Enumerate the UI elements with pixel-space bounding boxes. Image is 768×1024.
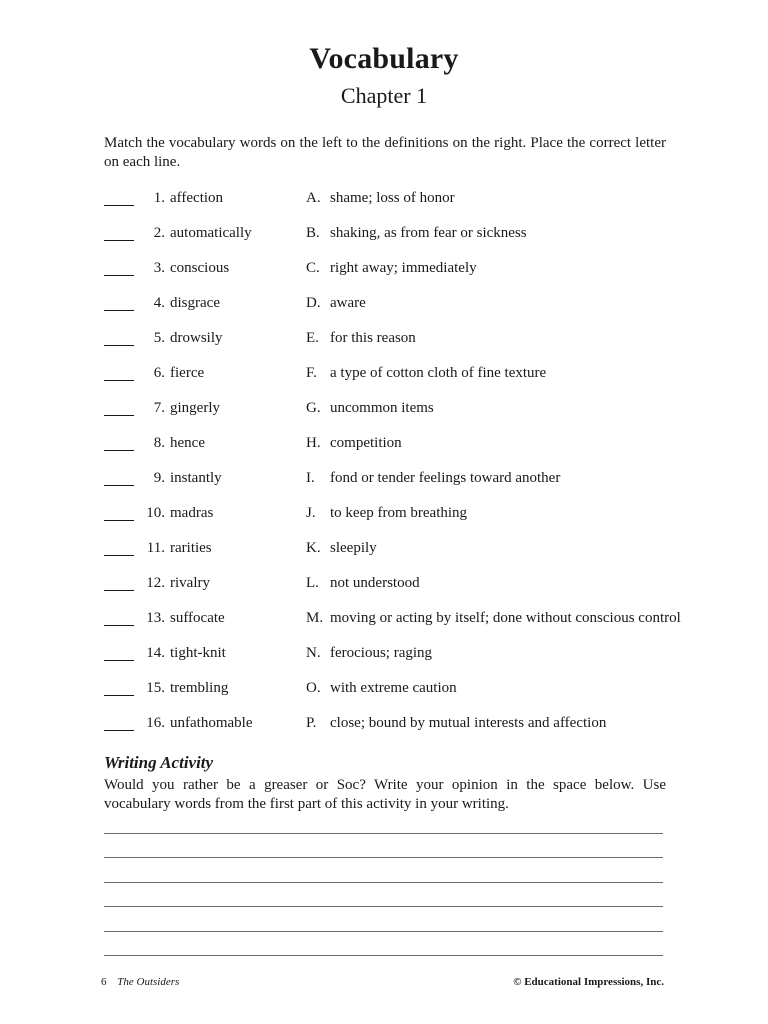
vocabulary-word: conscious <box>170 260 230 276</box>
item-number: 9. <box>153 470 165 486</box>
definition-letter: N. <box>306 645 321 661</box>
vocabulary-word: rivalry <box>170 575 210 591</box>
matching-row <box>104 260 684 295</box>
definition-text: not understood <box>330 575 420 591</box>
definition-text: shaking, as from fear or sickness <box>330 225 527 241</box>
answer-blank[interactable] <box>104 228 134 241</box>
definition-letter: D. <box>306 295 321 311</box>
answer-blank[interactable] <box>104 403 134 416</box>
matching-row <box>104 680 684 715</box>
matching-row <box>104 715 684 750</box>
answer-blank[interactable] <box>104 368 134 381</box>
writing-line[interactable] <box>104 931 663 932</box>
definition-text: with extreme caution <box>330 680 457 696</box>
answer-blank[interactable] <box>104 333 134 346</box>
vocabulary-word: fierce <box>170 365 205 381</box>
vocabulary-word: drowsily <box>170 330 223 346</box>
item-number: 15. <box>146 680 165 696</box>
item-number: 1. <box>153 190 165 206</box>
matching-row <box>104 435 684 470</box>
vocabulary-word: automatically <box>170 225 252 241</box>
definition-text: right away; immediately <box>330 260 477 276</box>
item-number: 4. <box>153 295 165 311</box>
vocabulary-word: rarities <box>170 540 212 556</box>
footer-left <box>101 976 179 988</box>
matching-row <box>104 365 684 400</box>
definition-text: moving or acting by itself; done without conscious control <box>330 610 681 626</box>
answer-blank[interactable] <box>104 683 134 696</box>
vocabulary-word: disgrace <box>170 295 220 311</box>
writing-line[interactable] <box>104 882 663 883</box>
item-number: 3. <box>153 260 165 276</box>
copyright-notice: © Educational Impressions, Inc. <box>513 976 664 988</box>
definition-text: fond or tender feelings toward another <box>330 470 561 486</box>
definition-text: a type of cotton cloth of fine texture <box>330 365 547 381</box>
matching-row <box>104 645 684 680</box>
matching-row <box>104 190 684 225</box>
item-number: 10. <box>146 505 165 521</box>
chapter-subtitle: Chapter 1 <box>340 83 428 108</box>
writing-activity-heading: Writing Activity <box>104 753 214 772</box>
vocabulary-word: instantly <box>170 470 222 486</box>
writing-line[interactable] <box>104 906 663 907</box>
vocabulary-word: trembling <box>170 680 229 696</box>
item-number: 8. <box>153 435 165 451</box>
definition-text: ferocious; raging <box>330 645 433 661</box>
instructions-text: Match the vocabulary words on the left to the definitions on the right. Place the correct letter on each line. <box>104 135 666 170</box>
matching-row <box>104 505 684 540</box>
definition-text: aware <box>330 295 366 311</box>
matching-row <box>104 295 684 330</box>
answer-blank[interactable] <box>104 578 134 591</box>
answer-blank[interactable] <box>104 263 134 276</box>
definition-text: to keep from breathing <box>330 505 468 521</box>
item-number: 12. <box>146 575 165 591</box>
definition-letter: I. <box>306 470 315 486</box>
definition-letter: J. <box>306 505 316 521</box>
item-number: 5. <box>153 330 165 346</box>
definition-letter: E. <box>306 330 319 346</box>
definition-letter: F. <box>306 365 317 381</box>
definition-letter: O. <box>306 680 321 696</box>
definition-letter: G. <box>306 400 321 416</box>
matching-row <box>104 470 684 505</box>
definition-letter: H. <box>306 435 321 451</box>
definition-text: shame; loss of honor <box>330 190 455 206</box>
matching-row <box>104 575 684 610</box>
writing-line[interactable] <box>104 833 663 834</box>
answer-blank[interactable] <box>104 508 134 521</box>
definition-text: sleepily <box>330 540 377 556</box>
answer-blank[interactable] <box>104 438 134 451</box>
book-title: The Outsiders <box>117 976 180 988</box>
item-number: 14. <box>146 645 165 661</box>
matching-list <box>104 190 684 750</box>
vocabulary-word: tight-knit <box>170 645 226 661</box>
answer-blank[interactable] <box>104 613 134 626</box>
answer-blank[interactable] <box>104 473 134 486</box>
page-title: Vocabulary <box>309 42 459 75</box>
vocabulary-word: unfathomable <box>170 715 253 731</box>
answer-blank[interactable] <box>104 193 134 206</box>
vocabulary-word: gingerly <box>170 400 220 416</box>
matching-row <box>104 540 684 575</box>
item-number: 16. <box>146 715 165 731</box>
definition-letter: P. <box>306 715 317 731</box>
writing-line[interactable] <box>104 955 663 956</box>
item-number: 6. <box>153 365 165 381</box>
definition-letter: K. <box>306 540 321 556</box>
answer-blank[interactable] <box>104 543 134 556</box>
definition-letter: M. <box>306 610 324 626</box>
item-number: 13. <box>146 610 165 626</box>
definition-text: competition <box>330 435 402 451</box>
definition-letter: L. <box>306 575 319 591</box>
vocabulary-word: suffocate <box>170 610 225 626</box>
matching-row <box>104 225 684 260</box>
definition-text: uncommon items <box>330 400 434 416</box>
page-number: 6 <box>101 976 107 988</box>
vocabulary-word: madras <box>170 505 214 521</box>
vocabulary-word: affection <box>170 190 224 206</box>
definition-text: close; bound by mutual interests and affection <box>330 715 607 731</box>
definition-letter: C. <box>306 260 320 276</box>
writing-line[interactable] <box>104 857 663 858</box>
matching-row <box>104 400 684 435</box>
definition-letter: B. <box>306 225 320 241</box>
item-number: 7. <box>153 400 165 416</box>
definition-letter: A. <box>306 190 321 206</box>
item-number: 11. <box>146 540 165 556</box>
writing-activity-prompt: Would you rather be a greaser or Soc? Write your opinion in the space below. Use vocabulary words from the first part of this activity in your writing. <box>104 777 666 812</box>
matching-row <box>104 330 684 365</box>
answer-blank[interactable] <box>104 718 134 731</box>
definition-text: for this reason <box>330 330 416 346</box>
answer-blank[interactable] <box>104 298 134 311</box>
answer-blank[interactable] <box>104 648 134 661</box>
vocabulary-word: hence <box>170 435 205 451</box>
item-number: 2. <box>153 225 165 241</box>
matching-row <box>104 610 684 645</box>
